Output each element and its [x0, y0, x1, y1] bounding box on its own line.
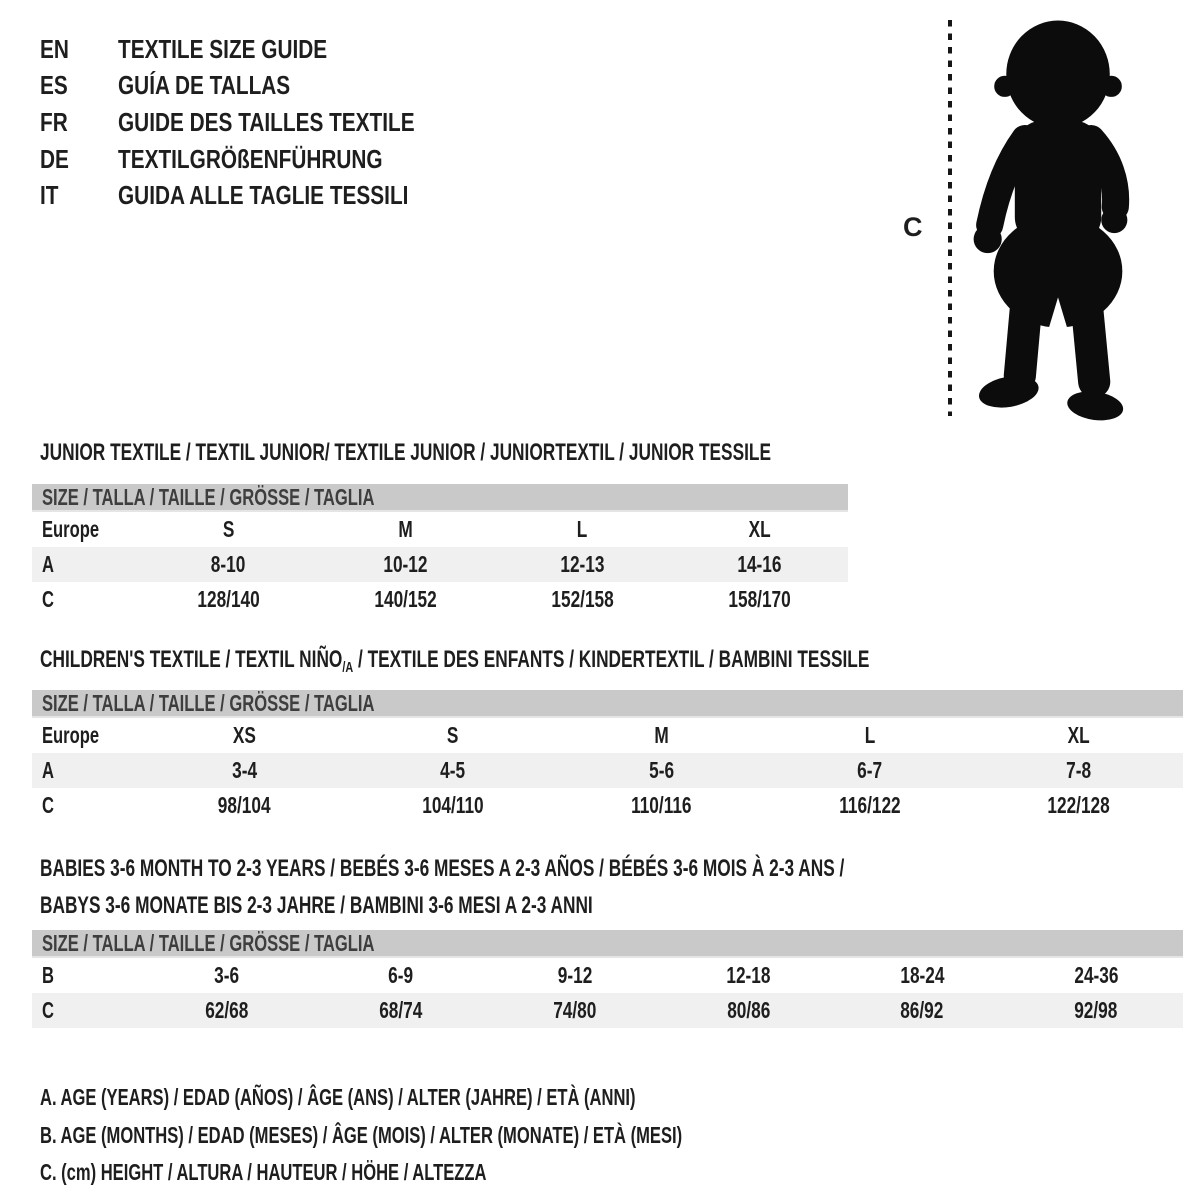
language-row: [40, 177, 489, 214]
row-label: B: [42, 962, 54, 988]
junior-size-table: [32, 484, 848, 617]
language-title-list: [40, 31, 489, 214]
height-cell: 92/98: [1074, 997, 1118, 1023]
table-row-europe: [32, 512, 848, 547]
months-cell: 24-36: [1073, 962, 1119, 988]
size-header-bar: [32, 484, 848, 512]
height-measure-dashed-line: [948, 20, 952, 416]
table-row-age: [32, 547, 848, 582]
age-cell: 10-12: [383, 551, 428, 577]
table-row-height: [32, 788, 1183, 823]
height-cell: 80/86: [726, 997, 770, 1023]
guide-title-de: TEXTILGRÖßENFÜHRUNG: [118, 143, 383, 174]
row-label: A: [42, 551, 54, 577]
size-cell: L: [864, 722, 876, 748]
size-header-label: SIZE / TALLA / TAILLE / GRÖSSE / TAGLIA: [42, 483, 375, 510]
size-cell: S: [222, 516, 235, 542]
size-cell: S: [447, 722, 459, 748]
language-row: [40, 31, 489, 68]
table-row-europe: [32, 718, 1183, 753]
language-code: ES: [40, 70, 68, 101]
age-cell: 6-7: [857, 757, 883, 783]
size-cell: M: [654, 722, 669, 748]
age-cell: 12-13: [560, 551, 605, 577]
figure-measure-label: C: [903, 212, 923, 242]
size-header-bar: [32, 690, 1183, 718]
height-cell: 152/158: [551, 586, 614, 612]
height-cell: 74/80: [552, 997, 597, 1023]
children-section-title: CHILDREN'S TEXTILE / TEXTIL $NIÑO_{/A}$ / TEXTILE DES ENFANTS / KINDERTEXTIL / BAMBINI TESSILE: [40, 646, 870, 676]
size-cell: XL: [1067, 722, 1090, 748]
months-cell: 9-12: [557, 962, 592, 988]
age-cell: 5-6: [649, 757, 674, 783]
table-row-months: [32, 958, 1183, 993]
months-cell: 3-6: [214, 962, 240, 988]
age-cell: 3-4: [231, 757, 257, 783]
row-label: Europe: [42, 516, 100, 542]
title-subscript: /A: [342, 659, 354, 676]
toddler-silhouette: [962, 12, 1144, 424]
age-cell: 4-5: [440, 757, 466, 783]
months-cell: 6-9: [388, 962, 414, 988]
legend-line-b: B. AGE (MONTHS) / EDAD (MESES) / ÂGE (MOIS) / ALTER (MONATE) / ETÀ (MESI): [40, 1121, 683, 1148]
silhouette-head: [1007, 21, 1109, 128]
row-label: C: [42, 792, 54, 818]
height-cell: 140/152: [374, 586, 437, 612]
language-row: [40, 104, 489, 141]
silhouette-hand-right: [1101, 207, 1127, 233]
silhouette-leg-right: [1087, 308, 1094, 381]
height-cell: 62/68: [205, 997, 249, 1023]
legend-line-a: A. AGE (YEARS) / EDAD (AÑOS) / ÂGE (ANS) / ALTER (JAHRE) / ETÀ (ANNI): [40, 1084, 636, 1111]
language-row: [40, 68, 489, 105]
babies-size-table: [32, 930, 1183, 1028]
months-cell: 12-18: [726, 962, 771, 988]
height-cell: 104/110: [422, 792, 484, 818]
guide-title-es: GUÍA DE TALLAS: [118, 70, 291, 101]
height-cell: 86/92: [900, 997, 944, 1023]
language-code: FR: [40, 106, 68, 137]
babies-section-title: [40, 851, 1157, 924]
table-row-age: [32, 753, 1183, 788]
size-cell: L: [577, 516, 588, 542]
junior-section-title: JUNIOR TEXTILE / TEXTIL JUNIOR/ TEXTILE JUNIOR / JUNIORTEXTIL / JUNIOR TESSILE: [40, 439, 771, 466]
guide-title-en: TEXTILE SIZE GUIDE: [118, 33, 328, 64]
height-cell: 116/122: [839, 792, 901, 818]
babies-title-line1: BABIES 3-6 MONTH TO 2-3 YEARS / BEBÉS 3-6 MESES A 2-3 AÑOS / BÉBÉS 3-6 MOIS À 2-3 ANS /: [40, 855, 845, 882]
row-label: C: [42, 586, 54, 612]
age-cell: 7-8: [1066, 757, 1092, 783]
size-header-label: SIZE / TALLA / TAILLE / GRÖSSE / TAGLIA: [42, 689, 375, 716]
language-code: EN: [40, 33, 69, 64]
row-label: A: [42, 757, 54, 783]
row-label: Europe: [42, 722, 100, 748]
language-code: DE: [40, 143, 69, 174]
size-cell: M: [398, 516, 413, 542]
height-cell: 98/104: [217, 792, 271, 818]
size-header-bar: [32, 930, 1183, 958]
height-cell: 68/74: [379, 997, 423, 1023]
age-cell: 8-10: [211, 551, 246, 577]
language-row: [40, 141, 489, 178]
table-row-height: [32, 993, 1183, 1028]
row-label: C: [42, 997, 54, 1023]
months-cell: 18-24: [900, 962, 945, 988]
size-header-label: SIZE / TALLA / TAILLE / GRÖSSE / TAGLIA: [42, 929, 375, 956]
children-size-table: [32, 690, 1183, 823]
silhouette-leg-left: [1020, 308, 1026, 375]
age-cell: 14-16: [737, 551, 782, 577]
guide-title-it: GUIDA ALLE TAGLIE TESSILI: [118, 180, 409, 211]
size-cell: XS: [232, 722, 256, 748]
size-cell: XL: [748, 516, 771, 542]
height-cell: 128/140: [197, 586, 260, 612]
legend-line-c: C. (cm) HEIGHT / ALTURA / HAUTEUR / HÖHE / ALTEZZA: [40, 1159, 487, 1186]
silhouette-foot-right: [1065, 388, 1125, 424]
height-cell: 158/170: [728, 586, 791, 612]
height-cell: 110/116: [631, 792, 692, 818]
guide-title-fr: GUIDE DES TAILLES TEXTILE: [118, 106, 415, 137]
height-cell: 122/128: [1047, 792, 1110, 818]
language-code: IT: [40, 180, 59, 211]
table-row-height: [32, 582, 848, 617]
measure-legend: [40, 1079, 932, 1192]
babies-title-line2: BABYS 3-6 MONATE BIS 2-3 JAHRE / BAMBINI 3-6 MESI A 2-3 ANNI: [40, 891, 593, 919]
silhouette-hand-left: [974, 225, 1002, 253]
